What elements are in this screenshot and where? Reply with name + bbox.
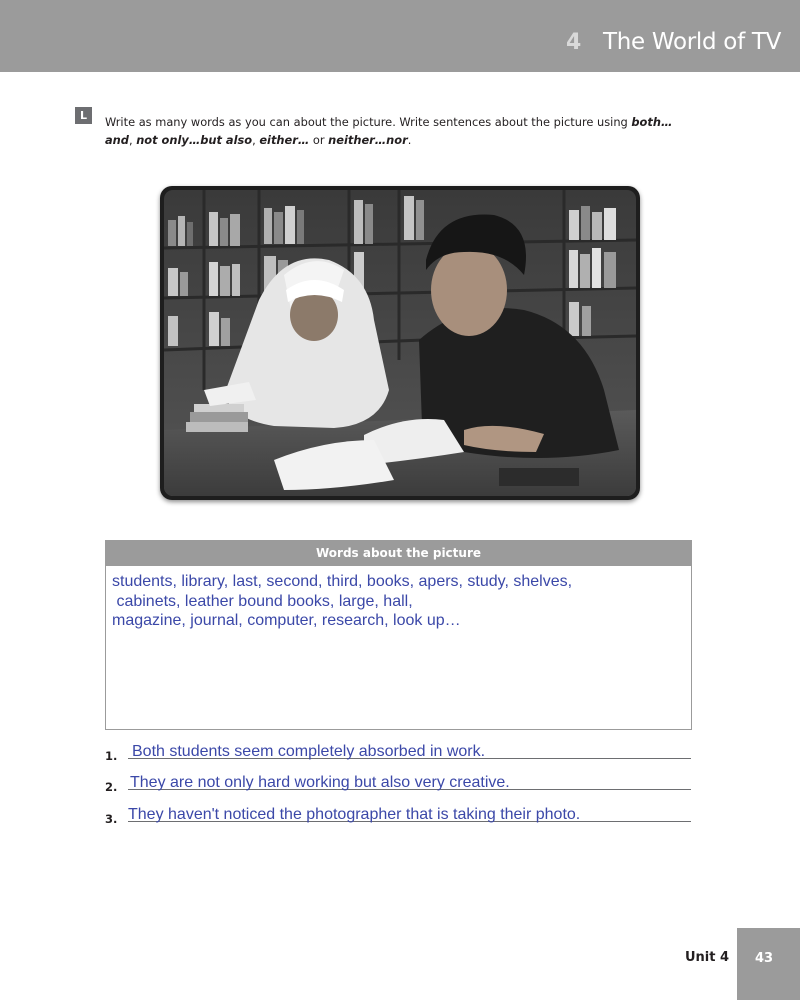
chapter-number: 4 [566,30,582,55]
sentence-row-3[interactable] [105,802,691,826]
library-photo [160,186,640,500]
page-number-tab [737,928,800,1000]
words-answer-line: cabinets, leather bound books, large, hall, [112,592,413,610]
words-about-picture-box [105,540,692,730]
instruction-keyword-both-and: both… and [105,115,673,147]
words-answer-area[interactable] [112,572,682,631]
instruction-keyword-either: either… [259,133,310,147]
unit-label: Unit 4 [685,950,730,965]
instruction-text: Write as many words as you can about the picture. Write sentences about the picture using [105,115,632,129]
sentence-row-2[interactable] [105,770,691,794]
sentence-number: 3. [105,812,118,826]
words-answer-line: magazine, journal, computer, research, look up… [112,612,461,629]
instruction-end: . [407,133,412,147]
instruction-separator: , [128,133,137,147]
sentence-number: 2. [105,780,118,794]
chapter-header-bar [0,0,800,72]
sentence-number: 1. [105,749,118,763]
exercise-instructions [105,113,695,149]
instruction-separator: or [309,133,329,147]
instruction-separator: , [252,133,260,147]
exercise-badge: L [75,107,92,124]
instruction-keyword-not-only: not only…but also [136,133,253,147]
words-answer-line: students, library, last, second, third, books, apers, study, shelves, [112,573,573,590]
instruction-keyword-neither-nor: neither…nor [328,133,408,147]
words-box-header: Words about the picture [106,541,691,566]
library-photo-image [164,190,636,496]
chapter-title: The World of TV [603,29,782,55]
page-number: 43 [755,951,774,966]
sentence-row-1[interactable] [105,739,691,763]
sentence-answer: They are not only hard working but also very creative. [130,774,510,791]
sentence-answer: They haven't noticed the photographer that is taking their photo. [128,806,581,823]
sentence-answer: Both students seem completely absorbed in work. [132,743,486,760]
